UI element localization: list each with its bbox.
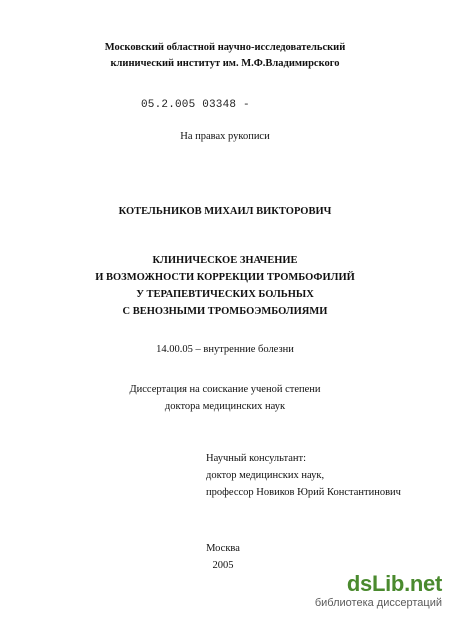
year: 2005 [212,560,234,571]
registration-stamp: 05.2.005 03348 - [141,99,250,111]
specialty-code: 14.00.05 – внутренние болезни [156,344,294,355]
title-line-2: И ВОЗМОЖНОСТИ КОРРЕКЦИИ ТРОМБОФИЛИЙ [95,272,355,283]
institute-line-1: Московский областной научно-исследовательский [104,42,346,53]
institute-line-2: клинический институт им. М.Ф.Владимирского [110,58,340,69]
author-name: КОТЕЛЬНИКОВ МИХАИЛ ВИКТОРОВИЧ [118,206,332,217]
watermark-tagline: библиотека диссертаций [314,597,442,609]
degree-line-2: доктора медицинских наук [164,401,286,412]
watermark[interactable] [314,571,444,614]
logo-main: dsLib [346,571,405,596]
title-line-3: У ТЕРАПЕВТИЧЕСКИХ БОЛЬНЫХ [136,289,314,300]
consultant-degree: доктор медицинских наук, [206,470,325,481]
consultant-name: профессор Новиков Юрий Константинович [206,487,401,498]
logo-dot: . [404,571,410,596]
dslib-logo[interactable] [347,572,442,596]
consultant-label: Научный консультант: [206,453,307,464]
degree-line-1: Диссертация на соискание ученой степени [129,384,321,395]
manuscript-rights: На правах рукописи [180,131,270,142]
title-line-4: С ВЕНОЗНЫМИ ТРОМБОЭМБОЛИЯМИ [122,306,328,317]
title-line-1: КЛИНИЧЕСКОЕ ЗНАЧЕНИЕ [152,255,298,266]
city: Москва [206,543,240,554]
logo-tld: net [409,571,442,596]
